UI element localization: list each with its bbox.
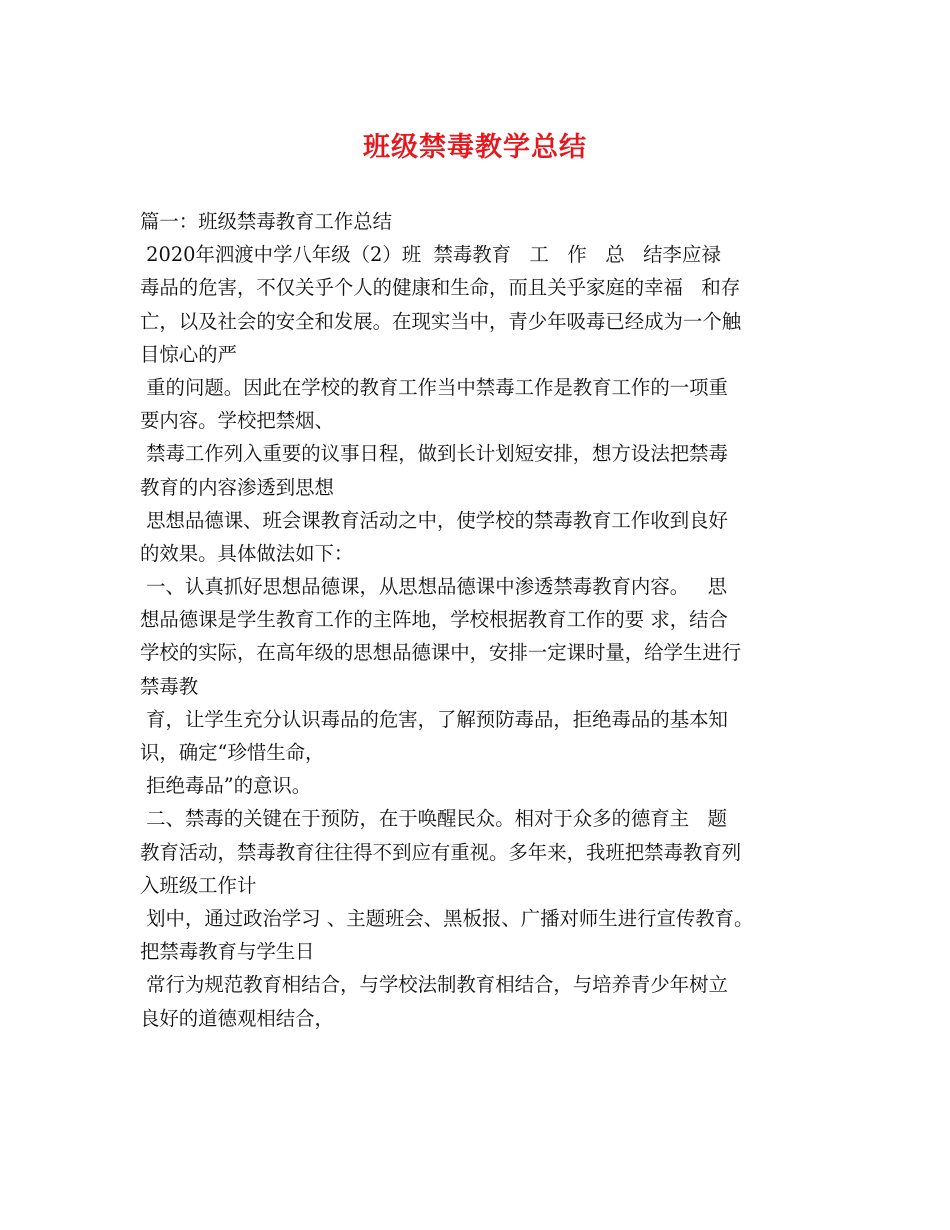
document-title: 班级禁毒教学总结	[363, 132, 587, 163]
body-line: 亡，以及社会的安全和发展。在现实当中，青少年吸毒已经成为一个触	[140, 309, 742, 333]
body-line: 二、禁毒的关键在于预防，在于唤醒民众。相对于众多的德育主 题	[140, 807, 727, 831]
body-line: 良好的道德观相结合，	[140, 1006, 334, 1030]
body-line: 2020年泗渡中学八年级（2）班 禁毒教育 工 作 总 结李应禄	[140, 243, 721, 267]
body-line: 禁毒工作列入重要的议事日程，做到长计划短安排，想方设法把禁毒	[140, 442, 728, 466]
body-line: 教育的内容渗透到思想	[140, 475, 334, 499]
body-line: 入班级工作计	[140, 873, 257, 897]
body-line: 重的问题。因此在学校的教育工作当中禁毒工作是教育工作的一项重	[140, 375, 728, 399]
document-body	[140, 205, 830, 1035]
body-line: 的效果。具体做法如下：	[140, 541, 354, 565]
body-line: 识，确定“珍惜生命，	[140, 741, 325, 764]
body-line: 育，让学生充分认识毒品的危害，了解预防毒品，拒绝毒品的基本知	[140, 707, 728, 731]
body-line: 目惊心的严	[140, 342, 237, 366]
body-line: 想品德课是学生教育工作的主阵地，学校根据教育工作的要 求，结合	[140, 608, 728, 632]
body-line: 学校的实际，在高年级的思想品德课中，安排一定课时量，给学生进行	[140, 641, 742, 665]
body-line: 一、认真抓好思想品德课，从思想品德课中渗透禁毒教育内容。 思	[140, 575, 727, 599]
body-line: 要内容。学校把禁烟、	[140, 409, 334, 433]
body-line: 常行为规范教育相结合，与学校法制教育相结合，与培养青少年树立	[140, 973, 728, 997]
body-line: 思想品德课、班会课教育活动之中，使学校的禁毒教育工作收到良好	[140, 508, 728, 532]
body-line: 毒品的危害，不仅关乎个人的健康和生命，而且关乎家庭的幸福 和存	[140, 276, 741, 300]
body-line: 禁毒教	[140, 674, 199, 698]
body-line: 教育活动，禁毒教育往往得不到应有重视。多年来，我班把禁毒教育列	[140, 840, 742, 864]
body-line: 篇一：班级禁毒教育工作总结	[140, 210, 393, 233]
body-line: 拒绝毒品”的意识。	[140, 774, 312, 798]
body-line: 把禁毒教育与学生日	[140, 940, 315, 964]
body-line: 划中，通过政治学习 、主题班会、黑板报、广播对师生进行宣传教育。	[140, 906, 754, 930]
